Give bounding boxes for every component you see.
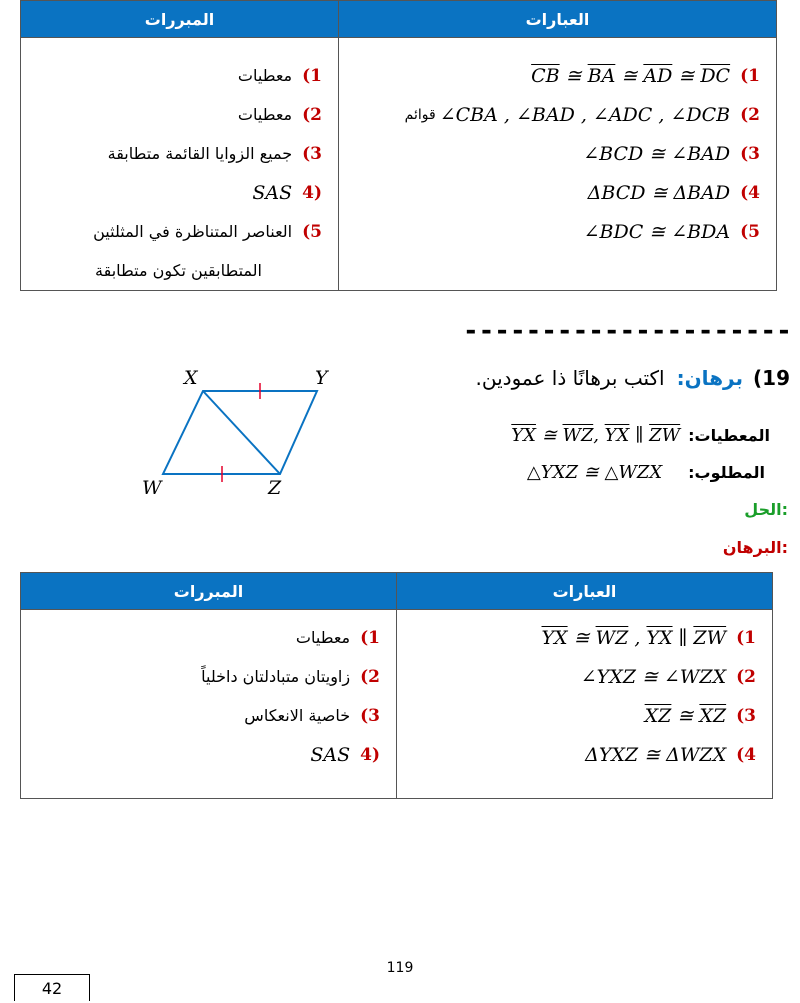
header-reasons-2: المبررات [21,573,397,610]
statement-2-2: 2) ∠YXZ ≅ ∠WZX [580,665,756,688]
statement-2-3: 3) $\overline{XZ}$ ≅ $\overline{XZ}$ [644,704,756,727]
solution-label: الحل: [744,500,788,519]
reason-5: 5) العناصر المتناظرة في المثلثين [93,221,322,242]
prove-label: المطلوب: [688,463,765,482]
prove-math: △YXZ ≅ △WZX [526,462,663,483]
statement-3: 3) ∠BCD ≅ ∠BAD [583,142,760,165]
diagonal-xz [203,391,280,474]
reason-1: 1) معطيات [237,65,322,86]
proof-label: البرهان: [722,538,788,557]
reason-5-continued: المتطابقين تكون متطابقة [95,261,262,280]
statement-2-1: 1) $\overline{YX}$ ≅ $\overline{WZ}$ , $\overline{YX}$ ∥ $\overline{ZW}$ [541,626,756,649]
label-x: X [184,367,198,389]
problem-text: اكتب برهانًا ذا عمودين. [475,366,665,390]
proof-table-2 [20,572,773,799]
statements-column-2 [397,610,773,799]
label-w: W [142,477,162,498]
statement-2-4: 4) ΔYXZ ≅ ΔWZX [585,743,756,766]
reason-2-3: 3) خاصية الانعكاس [244,705,380,726]
reason-2-4: (4 SAS [310,743,380,766]
side-number-box: 42 [14,974,90,1001]
header-statements: العبارات [339,1,777,38]
problem-statement [476,366,790,390]
problem-tag: برهان: [676,366,744,390]
given-math: $\overline{YX}$ ≅ $\overline{WZ}$, $\overline{YX}$ ∥ $\overline{ZW}$ [511,425,681,446]
reason-4: (4 SAS [252,181,322,204]
proof-table-1 [20,0,777,291]
statements-column [339,38,777,291]
prove-line [527,462,765,483]
statement-5: 5) ∠BDC ≅ ∠BDA [583,220,760,243]
reasons-column [21,38,339,291]
statement-1: 1) $\overline{CB}$ ≅ $\overline{BA}$ ≅ $\overline{AD}$ ≅ $\overline{DC}$ [531,64,760,87]
separator-dashes: --------------------- [463,316,792,346]
parallelogram-shape [163,391,317,474]
reason-2-2: 2) زاويتان متبادلتان داخلياً [201,666,380,687]
reason-3: 3) جميع الزوايا القائمة متطابقة [107,143,322,164]
statement-2: 2) ∠CBA , ∠BAD , ∠ADC , ∠DCB قوائم [404,103,760,126]
page-number: 119 [386,960,414,976]
reasons-column-2 [21,610,397,799]
header-reasons: المبررات [21,1,339,38]
reason-2-1: 1) معطيات [295,627,380,648]
given-line [511,425,770,446]
parallelogram-figure [130,358,350,498]
label-y: Y [315,367,328,389]
reason-2: 2) معطيات [237,104,322,125]
header-statements-2: العبارات [397,573,773,610]
label-z: Z [268,477,282,498]
given-label: المعطيات: [688,426,770,445]
problem-number: 19) [753,366,790,390]
statement-4: 4) ΔBCD ≅ ΔBAD [587,181,760,204]
